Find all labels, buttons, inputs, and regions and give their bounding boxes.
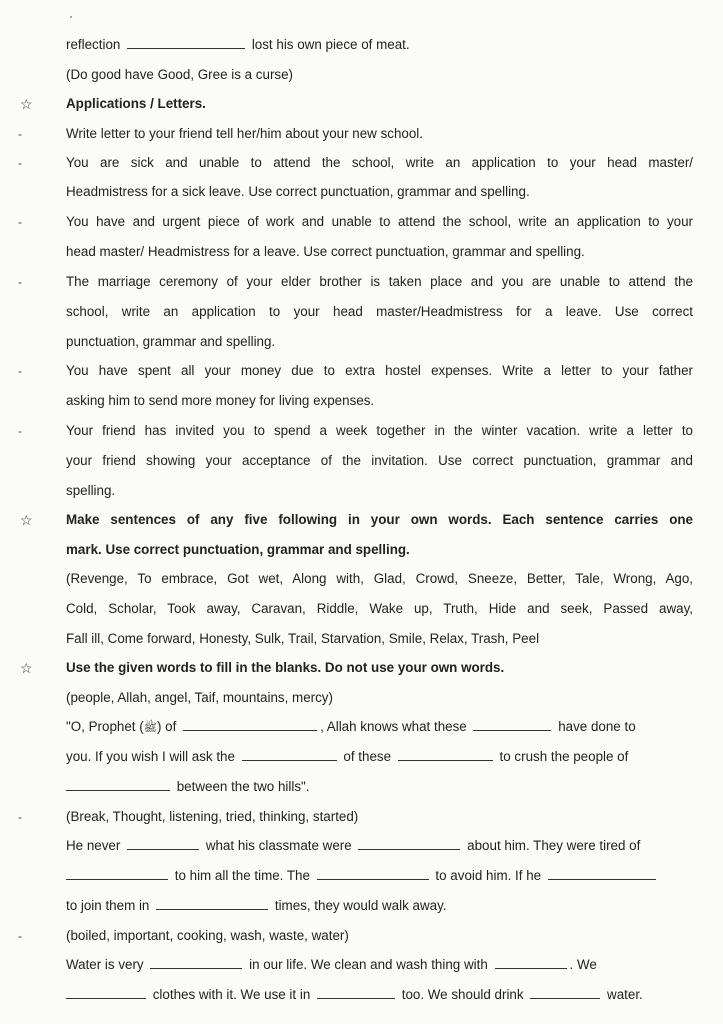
application-item-4-line-3: punctuation, grammar and spelling. (66, 334, 276, 349)
blank[interactable] (473, 719, 551, 731)
blank[interactable] (317, 868, 429, 880)
passage-3-line-1: Water is very in our life. We clean and wash thing with . We (66, 957, 597, 972)
dash-bullet: - (18, 424, 22, 438)
passage-1-line-3: between the two hills". (66, 779, 693, 795)
passage-1-word-bank: (people, Allah, angel, Taif, mountains, mercy) (66, 690, 333, 705)
star-bullet: ☆ (20, 660, 33, 676)
star-bullet: ☆ (20, 512, 33, 528)
star-bullet: ☆ (20, 96, 33, 112)
application-item-2-line-2: Headmistress for a sick leave. Use correct punctuation, grammar and spelling. (66, 184, 530, 199)
dash-bullet: - (18, 215, 22, 229)
dash-bullet: - (18, 156, 22, 170)
passage-2-line-2: to him all the time. The to avoid him. If he (66, 868, 693, 884)
reflection-line (66, 37, 693, 53)
dash-bullet: - (18, 275, 22, 289)
application-item-1: Write letter to your friend tell her/him about your new school. (66, 126, 424, 141)
blank[interactable] (66, 987, 146, 999)
scan-speck (70, 16, 72, 18)
sentences-words-line-2: Cold, Scholar, Took away, Caravan, Riddle, Wake up, Truth, Hide and seek, Passed away, (66, 601, 693, 616)
application-item-4-line-2: school, write an application to your head master/Headmistress for a leave. Use correct (66, 304, 693, 319)
application-item-4-line-1: The marriage ceremony of your elder brother is taken place and you are unable to attend the (66, 274, 693, 289)
dash-bullet: - (18, 127, 22, 141)
application-item-5-line-1: You have spent all your money due to extra hostel expenses. Write a letter to your father (66, 363, 693, 378)
pbuh-symbol: ﷺ (143, 721, 157, 734)
application-item-6-line-3: spelling. (66, 483, 116, 498)
blank[interactable] (66, 868, 168, 880)
dash-bullet: - (18, 364, 22, 378)
fill-blanks-heading: Use the given words to fill in the blanks. Do not use your own words. (66, 660, 505, 675)
passage-2-word-bank: (Break, Thought, listening, tried, thinking, started) (66, 809, 359, 824)
passage-1-line-2: you. If you wish I will ask the of these to crush the people of (66, 749, 629, 764)
application-item-3-line-1: You have and urgent piece of work and unable to attend the school, write an application to your (66, 214, 693, 229)
reflection-text-b: lost his own piece of meat. (251, 37, 410, 52)
passage-2-line-1: He never what his classmate were about him. They were tired of (66, 838, 641, 853)
blank[interactable] (66, 779, 170, 791)
blank[interactable] (548, 868, 656, 880)
blank[interactable] (530, 987, 600, 999)
application-item-2-line-1: You are sick and unable to attend the school, write an application to your head master/ (66, 155, 693, 170)
blank[interactable] (127, 37, 245, 49)
sentences-heading-line-2: mark. Use correct punctuation, grammar and spelling. (66, 542, 410, 557)
moral-line: (Do good have Good, Gree is a curse) (66, 67, 294, 82)
sentences-heading-line-1: Make sentences of any five following in your own words. Each sentence carries one (66, 512, 693, 527)
passage-2-line-3: to join them in times, they would walk away. (66, 898, 447, 913)
blank[interactable] (495, 957, 567, 969)
passage-1-line-1: "O, Prophet (ﷺ) of , Allah knows what these have done to (66, 719, 636, 734)
application-item-3-line-2: head master/ Headmistress for a leave. Use correct punctuation, grammar and spelling. (66, 244, 585, 259)
blank[interactable] (398, 749, 493, 761)
applications-heading: Applications / Letters. (66, 96, 206, 111)
passage-3-line-2: clothes with it. We use it in too. We should drink water. (66, 987, 693, 1003)
application-item-6-line-2: your friend showing your acceptance of the invitation. Use correct punctuation, grammar and (66, 453, 693, 468)
sentences-words-line-1: (Revenge, To embrace, Got wet, Along with, Glad, Crowd, Sneeze, Better, Tale, Wrong, Ago, (66, 571, 693, 586)
blank[interactable] (127, 838, 199, 850)
reflection-text-a: reflection (66, 37, 121, 52)
application-item-5-line-2: asking him to send more money for living expenses. (66, 393, 375, 408)
blank[interactable] (242, 749, 337, 761)
blank[interactable] (156, 898, 268, 910)
passage-3-word-bank: (boiled, important, cooking, wash, waste, water) (66, 928, 349, 943)
sentences-words-line-3: Fall ill, Come forward, Honesty, Sulk, Trail, Starvation, Smile, Relax, Trash, Peel (66, 631, 540, 646)
blank[interactable] (183, 719, 317, 731)
blank[interactable] (358, 838, 460, 850)
dash-bullet: - (18, 810, 22, 824)
blank[interactable] (150, 957, 242, 969)
dash-bullet: - (18, 929, 22, 943)
application-item-6-line-1: Your friend has invited you to spend a week together in the winter vacation. write a letter to (66, 423, 693, 438)
blank[interactable] (317, 987, 395, 999)
